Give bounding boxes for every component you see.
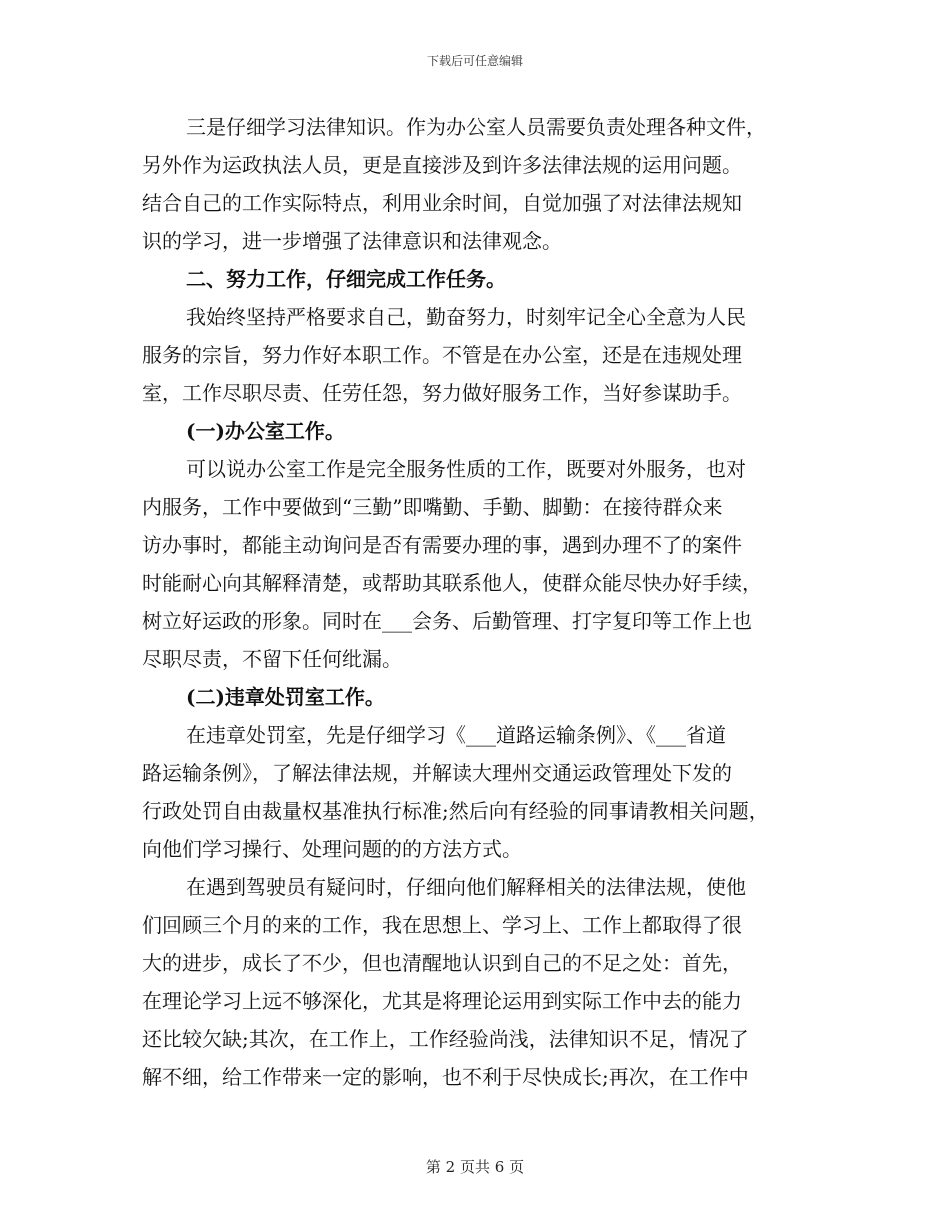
document-body [142, 108, 822, 1096]
body-text-line: 在遇到驾驶员有疑问时，仔细向他们解释相关的法律法规，使他 [186, 875, 746, 899]
body-text-line: 访办事时，都能主动询问是否有需要办理的事，遇到办理不了的案件 [142, 533, 742, 557]
body-text-line: 行政处罚自由裁量权基准执行标准;然后向有经验的同事请教相关问题， [142, 799, 769, 823]
body-text-line: 还比较欠缺;其次，在工作上，工作经验尚浅，法律知识不足，情况了 [142, 1027, 749, 1051]
body-text-line: 尽职尽责，不留下任何纰漏。 [142, 647, 402, 671]
body-text-line: 在违章处罚室，先是仔细学习《___道路运输条例》、《___省道 [186, 723, 726, 747]
body-text-line: 结合自己的工作实际特点，利用业余时间，自觉加强了对法律法规知 [142, 191, 742, 215]
body-text-line: 解不细，给工作带来一定的影响，也不利于尽快成长;再次，在工作中 [142, 1065, 749, 1089]
body-text-line: 三是仔细学习法律知识。作为办公室人员需要负责处理各种文件， [186, 115, 766, 139]
body-text-line: 时能耐心向其解释清楚，或帮助其联系他人，使群众能尽快办好手续， [142, 571, 762, 595]
page-footer: 第 2 页共 6 页 [425, 1158, 525, 1176]
body-text-line: 树立好运政的形象。同时在___会务、后勤管理、打字复印等工作上也 [142, 609, 752, 633]
body-text-line: 路运输条例》，了解法律法规，并解读大理州交通运政管理处下发的 [142, 761, 732, 785]
body-text-line: 我始终坚持严格要求自己，勤奋努力，时刻牢记全心全意为人民 [186, 305, 746, 329]
section-heading-line: (一)办公室工作。 [186, 419, 345, 443]
body-text-line: 另外作为运政执法人员，更是直接涉及到许多法律法规的运用问题。 [142, 153, 742, 177]
page-header: 下载后可任意编辑 [426, 54, 523, 68]
body-text-line: 识的学习，进一步增强了法律意识和法律观念。 [142, 229, 562, 253]
body-text-line: 们回顾三个月的来的工作，我在思想上、学习上、工作上都取得了很 [142, 913, 742, 937]
body-text-line: 大的进步，成长了不少，但也清醒地认识到自己的不足之处：首先， [142, 951, 742, 975]
section-heading-line: (二)违章处罚室工作。 [186, 685, 385, 709]
body-text-line: 室，工作尽职尽责、任劳任怨，努力做好服务工作，当好参谋助手。 [142, 381, 742, 405]
body-text-line: 服务的宗旨，努力作好本职工作。不管是在办公室，还是在违规处理 [142, 343, 742, 367]
body-text-line: 向他们学习操行、处理问题的的方法方式。 [142, 837, 522, 861]
body-text-line: 内服务，工作中要做到“三勤”即嘴勤、手勤、脚勤：在接待群众来 [142, 495, 723, 519]
body-text-line: 在理论学习上远不够深化，尤其是将理论运用到实际工作中去的能力 [142, 989, 742, 1013]
section-heading-line: 二、努力工作，仔细完成工作任务。 [186, 267, 506, 291]
body-text-line: 可以说办公室工作是完全服务性质的工作，既要对外服务，也对 [186, 457, 746, 481]
